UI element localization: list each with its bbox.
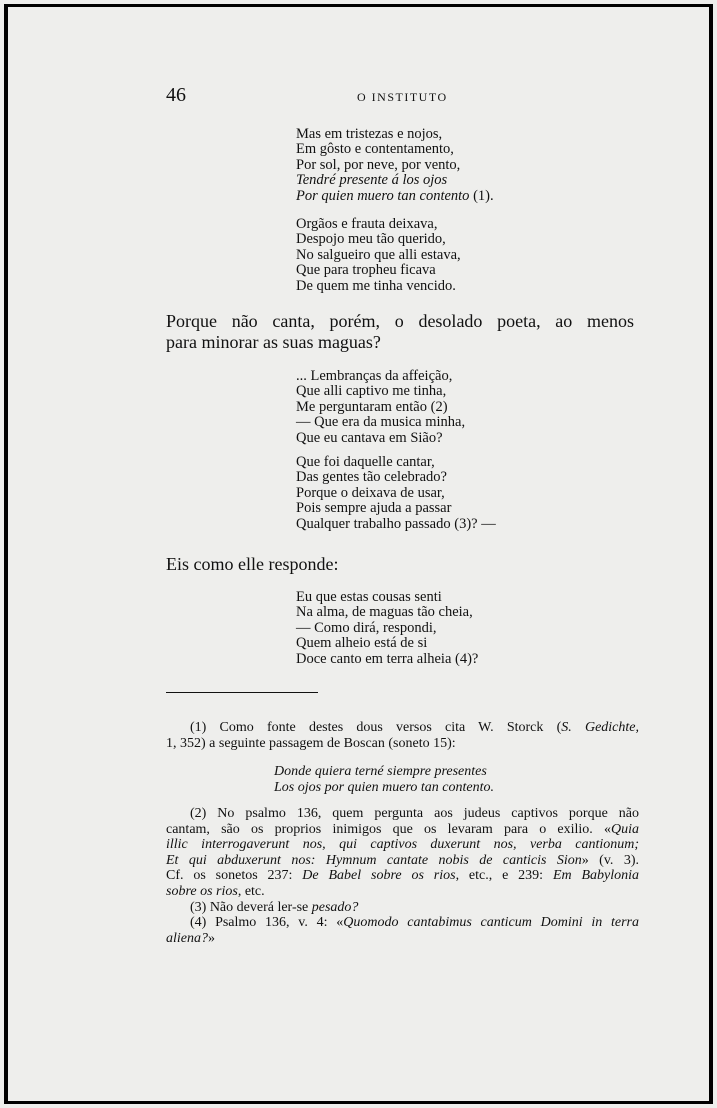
- footnote-line: [166, 822, 639, 838]
- footnote-text: »: [208, 930, 215, 946]
- footnote-text: cantam, são os proprios inimigos que os levaram para o exilio. «: [166, 821, 611, 837]
- verse-text: Por quien muero tan contento: [296, 187, 470, 204]
- quote-line: Los ojos por quien muero tan contento.: [274, 779, 494, 795]
- verse-line: Que eu cantava em Sião?: [296, 429, 443, 446]
- poem-stanza-4: [296, 455, 496, 532]
- footnote-line: [166, 900, 639, 916]
- prose-line: Eis como elle responde:: [166, 554, 339, 574]
- footnote-text: Cf. os sonetos 237:: [166, 868, 303, 884]
- footnote-text: (4) Psalmo 136, v. 4: «: [190, 915, 344, 930]
- verse-line: Pois sempre ajuda a passar: [296, 500, 452, 517]
- verse-line: — Como dirá, respondi,: [296, 619, 437, 636]
- verse-line: [296, 189, 494, 204]
- poem-stanza-3: [296, 369, 465, 446]
- prose-line: para minorar as suas maguas?: [166, 332, 381, 352]
- footnote-text-italic: pesado?: [311, 900, 359, 915]
- verse-line: De quem me tinha vencido.: [296, 277, 456, 294]
- quote-line: Donde quiera terné siempre presentes: [274, 764, 487, 779]
- verse-line: Qualquer trabalho passado (3)? —: [296, 515, 496, 532]
- footnote-text-italic: Et qui abduxerunt nos: Hymnum cantate nobis de canticis Sion: [166, 852, 582, 868]
- verse-line: Por sol, por neve, por vento,: [296, 156, 461, 173]
- footnote-1: [166, 720, 639, 751]
- footnote-line: [166, 884, 639, 900]
- verse-line: Na alma, de maguas tão cheia,: [296, 604, 473, 621]
- verse-line: Quem alheio está de si: [296, 635, 428, 652]
- footnote-line: (2) No psalmo 136, quem pergunta aos judeus captivos porque não: [190, 806, 639, 821]
- poem-stanza-5: [296, 590, 478, 667]
- footnote-text-italic: Quomodo cantabimus canticum Domini in terra: [343, 915, 639, 930]
- running-title: O INSTITUTO: [357, 90, 448, 104]
- poem-stanza-2: [296, 217, 461, 294]
- verse-line: Que foi daquelle cantar,: [296, 454, 435, 470]
- footnote-text-italic: Em Babylonia: [552, 868, 640, 884]
- verse-line: Em gôsto e contentamento,: [296, 141, 454, 158]
- verse-line: Das gentes tão celebrado?: [296, 469, 447, 486]
- footnote-rule: [166, 692, 318, 693]
- verse-line: Tendré presente á los ojos: [296, 172, 448, 189]
- verse-line: Porque o deixava de usar,: [296, 484, 445, 501]
- footnote-4: [166, 915, 639, 946]
- prose-line: Porque não canta, porém, o desolado poeta, ao menos: [166, 311, 634, 331]
- footnote-line: [166, 931, 639, 947]
- footnote-line: [166, 853, 639, 869]
- verse-line: Que alli captivo me tinha,: [296, 383, 447, 400]
- footnote-text: (1) Como fonte destes dous versos cita W. Storck (: [190, 720, 562, 735]
- footnote-text: , etc.: [237, 883, 265, 899]
- verse-line: Eu que estas cousas senti: [296, 589, 442, 605]
- verse-line: Mas em tristezas e nojos,: [296, 126, 443, 142]
- verse-line: Despojo meu tão querido,: [296, 231, 446, 248]
- footnote-text-italic: S. Gedichte,: [561, 720, 639, 735]
- footnote-text: , etc., e 239:: [455, 868, 553, 884]
- footnote-line: [166, 868, 639, 884]
- footnote-text-italic: De Babel sobre os rios: [302, 868, 456, 884]
- verse-line: Me perguntaram então (2): [296, 398, 448, 415]
- verse-line: ... Lembranças da affeição,: [296, 368, 453, 384]
- page-number: 46: [166, 84, 186, 106]
- footnote-line: [166, 837, 639, 853]
- verse-line: No salgueiro que alli estava,: [296, 246, 461, 263]
- footnote-quote: [274, 764, 494, 795]
- verse-line: Doce canto em terra alheia (4)?: [296, 650, 479, 667]
- footnote-2: [166, 806, 639, 900]
- verse-line: Orgãos e frauta deixava,: [296, 216, 438, 232]
- footnote-ref: (1).: [473, 187, 494, 204]
- footnote-text-italic: sobre os rios: [166, 883, 238, 899]
- verse-line: — Que era da musica minha,: [296, 414, 466, 431]
- verse-line: Que para tropheu ficava: [296, 262, 436, 279]
- footnote-line: [166, 915, 639, 931]
- poem-stanza-1: [296, 127, 494, 204]
- footnote-text: (3) Não deverá ler-se: [190, 900, 312, 915]
- footnote-line: [166, 720, 639, 736]
- footnote-text: » (v. 3).: [581, 852, 639, 868]
- footnote-line: 1, 352) a seguinte passagem de Boscan (soneto 15):: [166, 735, 456, 751]
- footnote-text-italic: aliena?: [166, 930, 208, 946]
- footnote-text-italic: Quia: [611, 821, 639, 837]
- footnote-3: [166, 900, 639, 916]
- footnote-text-italic: illic interrogaverunt nos, qui captivos duxerunt nos, verba cantionum;: [166, 837, 639, 853]
